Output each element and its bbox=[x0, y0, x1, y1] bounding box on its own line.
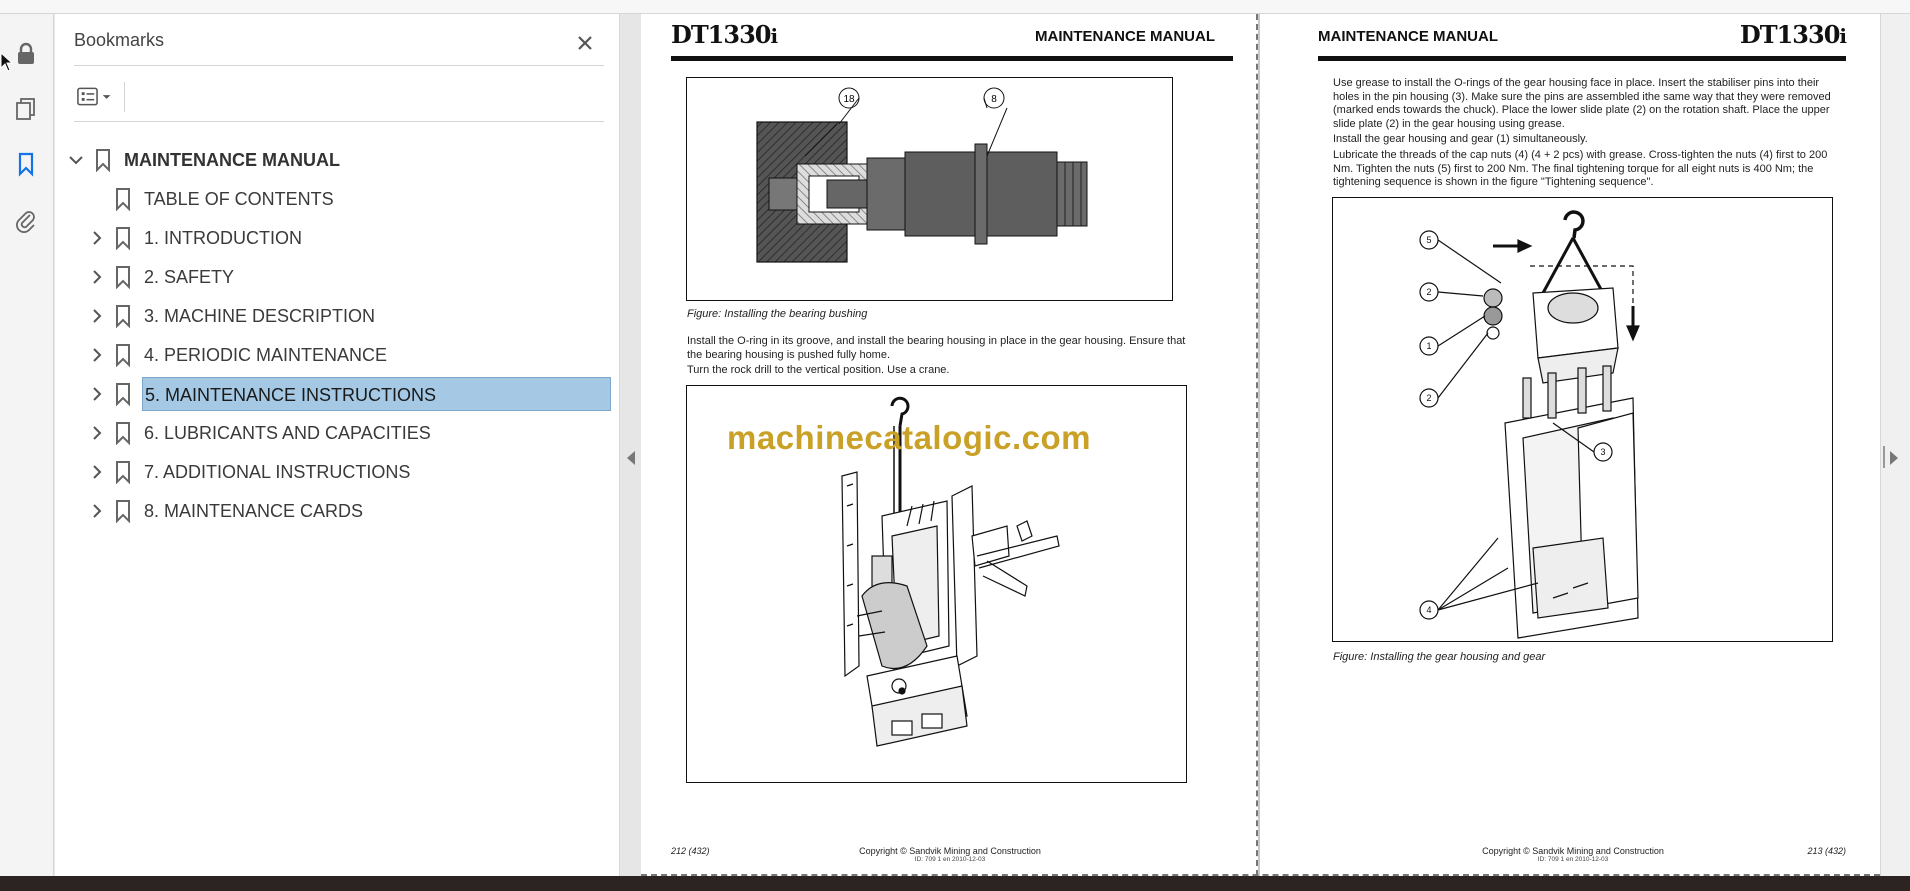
callout-2: 2 bbox=[1426, 287, 1432, 297]
brand-suffix: i bbox=[1839, 24, 1846, 48]
watermark: machinecatalogic.com bbox=[727, 419, 1091, 456]
panel-splitter[interactable] bbox=[621, 14, 641, 876]
bookmark-root-label: MAINTENANCE MANUAL bbox=[124, 149, 340, 170]
top-toolbar-strip bbox=[0, 0, 1910, 14]
paragraph: Install the O-ring in its groove, and install the bearing housing in place in the gear housing. Ensure that the bearing housing is pushed fully home. bbox=[687, 335, 1186, 361]
divider bbox=[74, 121, 604, 122]
bookmark-icon bbox=[114, 421, 132, 445]
header-rule bbox=[671, 56, 1233, 61]
chevron-right-icon[interactable] bbox=[88, 229, 106, 247]
figure-gear-housing bbox=[1332, 197, 1833, 642]
brand-logo bbox=[671, 20, 777, 49]
figure-caption: Figure: Installing the bearing bushing bbox=[687, 308, 868, 320]
divider bbox=[124, 82, 125, 112]
footer-copyright: Copyright © Sandvik Mining and Construction bbox=[1482, 846, 1664, 856]
callout-8: 8 bbox=[991, 94, 997, 105]
callout-3: 3 bbox=[1600, 447, 1606, 457]
lock-icon[interactable] bbox=[10, 38, 42, 70]
callout-4: 4 bbox=[1426, 605, 1432, 615]
chevron-right-icon[interactable] bbox=[88, 346, 106, 364]
bookmark-label: TABLE OF CONTENTS bbox=[144, 188, 334, 209]
callout-1: 1 bbox=[1426, 341, 1432, 351]
page-number: 212 (432) bbox=[671, 846, 710, 856]
bookmark-item[interactable] bbox=[55, 257, 620, 296]
brand-logo bbox=[1740, 20, 1846, 49]
bookmark-item[interactable] bbox=[55, 413, 620, 452]
paragraph: Lubricate the threads of the cap nuts (4) (4 + 2 pcs) with grease. Cross-tighten the nuts (4) first to 200 Nm. Tighten the nuts (5) first to 200 Nm. The final tightening torque for all eight nuts is 400 Nm; the tightening sequence is shown in the figure "Tightening sequence". bbox=[1333, 148, 1828, 189]
chevron-right-icon[interactable] bbox=[88, 268, 106, 286]
bookmark-icon bbox=[114, 304, 132, 328]
bookmark-label: 6. LUBRICANTS AND CAPACITIES bbox=[144, 422, 431, 443]
callout-18: 18 bbox=[843, 94, 855, 105]
bookmark-label: 5. MAINTENANCE INSTRUCTIONS bbox=[142, 377, 611, 411]
bookmark-icon[interactable] bbox=[10, 148, 42, 180]
body-text bbox=[687, 335, 1197, 380]
bookmark-item[interactable] bbox=[55, 296, 620, 335]
chevron-down-icon[interactable] bbox=[67, 151, 85, 169]
footer-copyright: Copyright © Sandvik Mining and Construction bbox=[859, 846, 1041, 856]
bookmark-label: 2. SAFETY bbox=[144, 266, 235, 287]
footer-doc-id: ID: 709 1 en 2010-12-03 bbox=[1537, 856, 1609, 863]
bookmarks-panel bbox=[55, 14, 620, 876]
left-tool-rail bbox=[0, 14, 54, 876]
bookmark-options-icon[interactable] bbox=[74, 82, 120, 112]
panel-title: Bookmarks bbox=[74, 30, 165, 50]
chevron-right-icon[interactable] bbox=[88, 463, 106, 481]
page-212 bbox=[641, 14, 1258, 876]
page-213 bbox=[1260, 14, 1880, 876]
bookmark-icon bbox=[114, 460, 132, 484]
panel-toolbar bbox=[74, 82, 125, 112]
bookmark-root[interactable] bbox=[55, 140, 620, 179]
taskbar bbox=[0, 876, 1910, 891]
expand-panel-icon[interactable] bbox=[1890, 451, 1898, 465]
callout-2b: 2 bbox=[1426, 393, 1432, 403]
collapse-panel-icon[interactable] bbox=[627, 451, 635, 465]
paragraph: Turn the rock drill to the vertical position. Use a crane. bbox=[687, 364, 950, 377]
bookmark-item[interactable] bbox=[55, 374, 620, 413]
page-number: 213 (432) bbox=[1807, 846, 1846, 856]
close-icon[interactable] bbox=[572, 30, 598, 56]
bookmark-icon bbox=[114, 265, 132, 289]
divider bbox=[74, 65, 604, 66]
bookmark-item[interactable] bbox=[55, 218, 620, 257]
page-header-title: MAINTENANCE MANUAL bbox=[1035, 28, 1215, 45]
attachment-icon[interactable] bbox=[10, 204, 42, 236]
brand-suffix: i bbox=[770, 24, 778, 48]
bookmark-item[interactable] bbox=[55, 452, 620, 491]
callout-5: 5 bbox=[1426, 235, 1432, 245]
pages-icon[interactable] bbox=[10, 92, 42, 124]
figure-caption: Figure: Installing the gear housing and gear bbox=[1333, 651, 1546, 663]
header-rule bbox=[1318, 56, 1846, 61]
figure-bearing-bushing bbox=[686, 77, 1173, 301]
chevron-right-icon[interactable] bbox=[88, 502, 106, 520]
mouse-cursor-icon bbox=[0, 52, 14, 72]
brand-text: DT1330 bbox=[671, 20, 771, 49]
paragraph: Install the gear housing and gear (1) simultaneously. bbox=[1333, 133, 1588, 146]
bookmark-tree bbox=[55, 140, 620, 530]
body-text bbox=[1333, 77, 1839, 192]
bookmark-icon bbox=[94, 148, 112, 172]
bookmark-label: 1. INTRODUCTION bbox=[144, 227, 303, 248]
bookmark-icon bbox=[114, 226, 132, 250]
chevron-right-icon[interactable] bbox=[88, 385, 106, 403]
paragraph: Use grease to install the O-rings of the gear housing face in place. Insert the stabiliser pins into their holes in the pin housing (3). Make sure the pins are assembled ithe same way that they were removed (marked ends towards the chuck). Place the lower slide plate (2) on the rotation shaft. Place the upper slide plate (2) in the gear housing using grease. bbox=[1333, 77, 1831, 130]
bookmark-label: 8. MAINTENANCE CARDS bbox=[144, 500, 364, 521]
page-header-title: MAINTENANCE MANUAL bbox=[1318, 28, 1498, 45]
bookmark-icon bbox=[114, 187, 132, 211]
bookmark-item[interactable] bbox=[55, 179, 620, 218]
bookmark-item[interactable] bbox=[55, 335, 620, 374]
bookmark-label: 4. PERIODIC MAINTENANCE bbox=[144, 344, 388, 365]
document-viewer bbox=[641, 14, 1880, 876]
brand-text: DT1330 bbox=[1739, 20, 1840, 49]
bookmark-icon bbox=[114, 382, 132, 406]
footer-doc-id: ID: 709 1 en 2010-12-03 bbox=[914, 856, 986, 863]
right-panel-strip bbox=[1880, 14, 1910, 876]
bookmark-icon bbox=[114, 499, 132, 523]
bookmark-item[interactable] bbox=[55, 491, 620, 530]
bookmark-icon bbox=[114, 343, 132, 367]
bookmark-label: 3. MACHINE DESCRIPTION bbox=[144, 305, 376, 326]
chevron-right-icon[interactable] bbox=[88, 307, 106, 325]
resize-handle[interactable] bbox=[1883, 446, 1885, 468]
chevron-right-icon[interactable] bbox=[88, 424, 106, 442]
bookmark-label: 7. ADDITIONAL INSTRUCTIONS bbox=[144, 461, 411, 482]
